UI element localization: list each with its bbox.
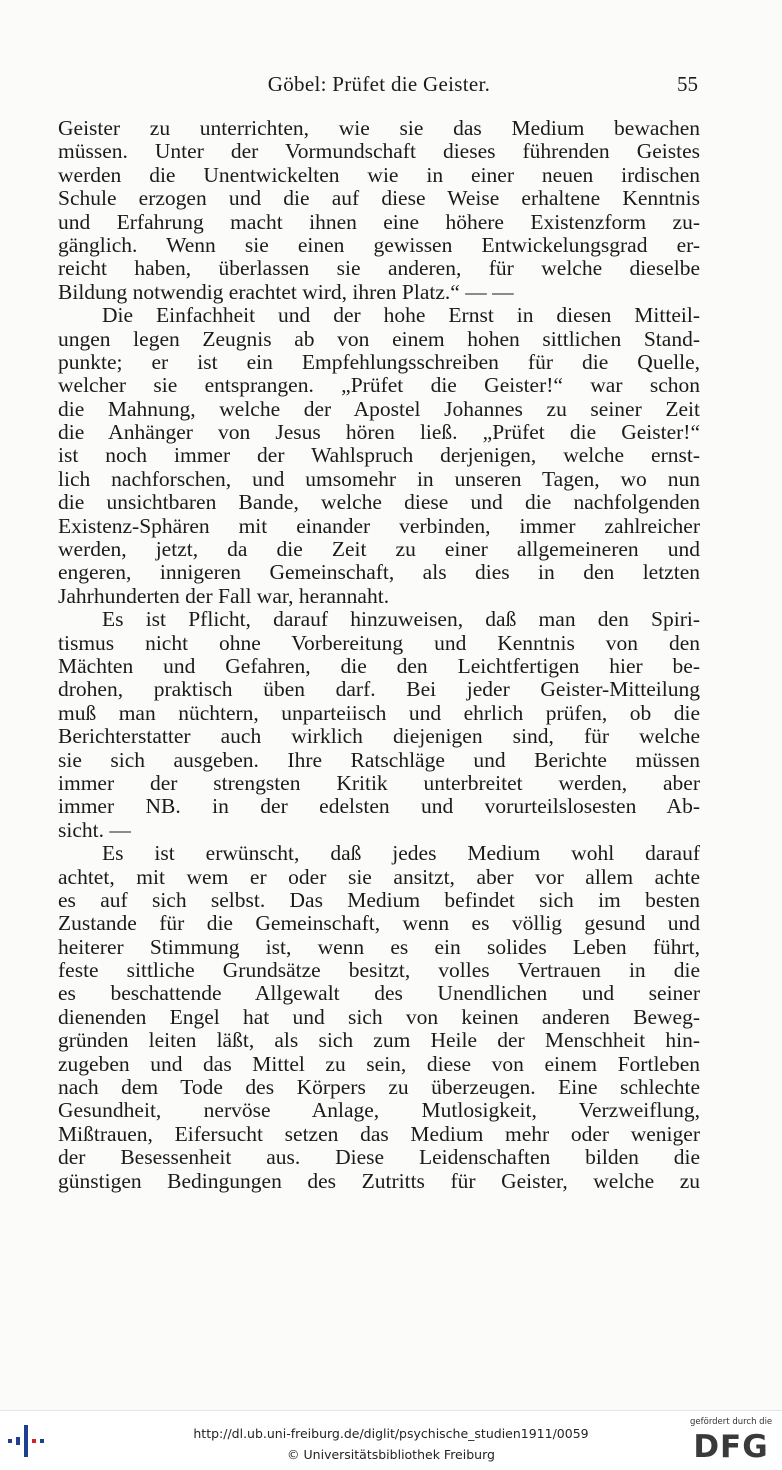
text-line: sicht. — <box>58 818 131 842</box>
text-line: muß man nüchtern, unparteiisch und ehrlich prüfen, ob die <box>58 701 700 725</box>
text-line: es auf sich selbst. Das Medium befindet sich im besten <box>58 888 700 912</box>
text-line: zugeben und das Mittel zu sein, diese von einem Fortleben <box>58 1052 700 1076</box>
text-line: Mächten und Gefahren, die den Leichtfertigen hier be- <box>58 654 700 678</box>
text-line: ist noch immer der Wahlspruch derjenigen, welche ernst- <box>58 444 700 468</box>
text-line: die Mahnung, welche der Apostel Johannes zu seiner Zeit <box>58 397 700 421</box>
text-line: Mißtrauen, Eifersucht setzen das Medium mehr oder weniger <box>58 1122 700 1146</box>
text-line: Die Einfachheit und der hohe Ernst in diesen Mitteil- <box>102 304 700 328</box>
text-line: Geister zu unterrichten, wie sie das Medium bewachen <box>58 117 700 140</box>
page-number: 55 <box>677 72 698 96</box>
text-line: Gesundheit, nervöse Anlage, Mutlosigkeit, Verzweiflung, <box>58 1099 700 1123</box>
text-line: Schule erzogen und die auf diese Weise erhaltene Kenntnis <box>58 187 700 211</box>
text-line: nach dem Tode des Körpers zu überzeugen. Eine schlechte <box>58 1076 700 1100</box>
dfg-logo-text: DFG <box>693 1429 769 1465</box>
text-line: punkte; er ist ein Empfehlungsschreiben für die Quelle, <box>58 350 700 374</box>
viewer-footer <box>0 1410 782 1470</box>
dfg-caption: gefördert durch die <box>690 1417 773 1427</box>
text-line: welcher sie entsprangen. „Prüfet die Geister!“ war schon <box>58 374 700 398</box>
text-line: Berichterstatter auch wirklich diejenigen sind, für welche <box>58 725 700 749</box>
text-line: immer NB. in der edelsten und vorurteilslosesten Ab- <box>58 795 700 819</box>
text-line: engeren, innigeren Gemeinschaft, als dies in den letzten <box>58 561 700 585</box>
text-line: müssen. Unter der Vormundschaft dieses führenden Geistes <box>58 140 700 164</box>
copyright-notice: © Universitätsbibliothek Freiburg <box>287 1447 495 1462</box>
running-title: Göbel: Prüfet die Geister. <box>267 72 491 96</box>
text-line: heiterer Stimmung ist, wenn es ein solides Leben führt, <box>58 935 700 959</box>
text-line: achtet, mit wem er oder sie ansitzt, aber vor allem achte <box>58 865 700 889</box>
text-line: Es ist erwünscht, daß jedes Medium wohl darauf <box>102 842 700 866</box>
page-header <box>58 72 700 106</box>
text-line: werden die Unentwickelten wie in einer neuen irdischen <box>58 163 700 187</box>
text-line: die unsichtbaren Bande, welche diese und die nachfolgenden <box>58 491 700 515</box>
text-line: Es ist Pflicht, darauf hinzuweisen, daß man den Spiri- <box>102 608 700 632</box>
text-line: Existenz-Sphären mit einander verbinden, immer zahlreicher <box>58 514 700 538</box>
text-line: Zustande für die Gemeinschaft, wenn es völlig gesund und <box>58 912 700 936</box>
text-line: Jahrhunderten der Fall war, herannaht. <box>58 584 390 608</box>
text-line: gänglich. Wenn sie einen gewissen Entwickelungsgrad er- <box>58 233 700 257</box>
body-text <box>58 117 700 1193</box>
text-line: günstigen Bedingungen des Zutritts für Geister, welche zu <box>58 1169 700 1193</box>
text-line: feste sittliche Grundsätze besitzt, volles Vertrauen in die <box>58 959 700 983</box>
text-line: reicht haben, überlassen sie anderen, für welche dieselbe <box>58 257 700 281</box>
permalink-url[interactable]: http://dl.ub.uni-freiburg.de/diglit/psychische_studien1911/0059 <box>193 1426 589 1441</box>
text-line: lich nachforschen, und umsomehr in unseren Tagen, wo nun <box>58 467 700 491</box>
text-line: sie sich ausgeben. Ihre Ratschläge und Berichte müssen <box>58 748 700 772</box>
text-line: der Besessenheit aus. Diese Leidenschaften bilden die <box>58 1146 700 1170</box>
text-line: gründen leiten läßt, als sich zum Heile der Menschheit hin- <box>58 1029 700 1053</box>
text-line: ungen legen Zeugnis ab von einem hohen sittlichen Stand- <box>58 327 700 351</box>
text-line: werden, jetzt, da die Zeit zu einer allgemeineren und <box>58 538 700 562</box>
text-line: die Anhänger von Jesus hören ließ. „Prüfet die Geister!“ <box>58 421 700 445</box>
text-line: drohen, praktisch üben darf. Bei jeder Geister-Mitteilung <box>58 678 700 702</box>
text-line: Bildung notwendig erachtet wird, ihren Platz.“ — — <box>58 280 514 304</box>
dfg-logo <box>690 1417 772 1467</box>
text-line: tismus nicht ohne Vorbereitung und Kenntnis von den <box>58 631 700 655</box>
text-line: dienenden Engel hat und sich von keinen anderen Beweg- <box>58 1005 700 1029</box>
text-line: und Erfahrung macht ihnen eine höhere Existenzform zu- <box>58 210 700 234</box>
text-line: immer der strengsten Kritik unterbreitet werden, aber <box>58 771 700 795</box>
text-line: es beschattende Allgewalt des Unendlichen und seiner <box>58 982 700 1006</box>
